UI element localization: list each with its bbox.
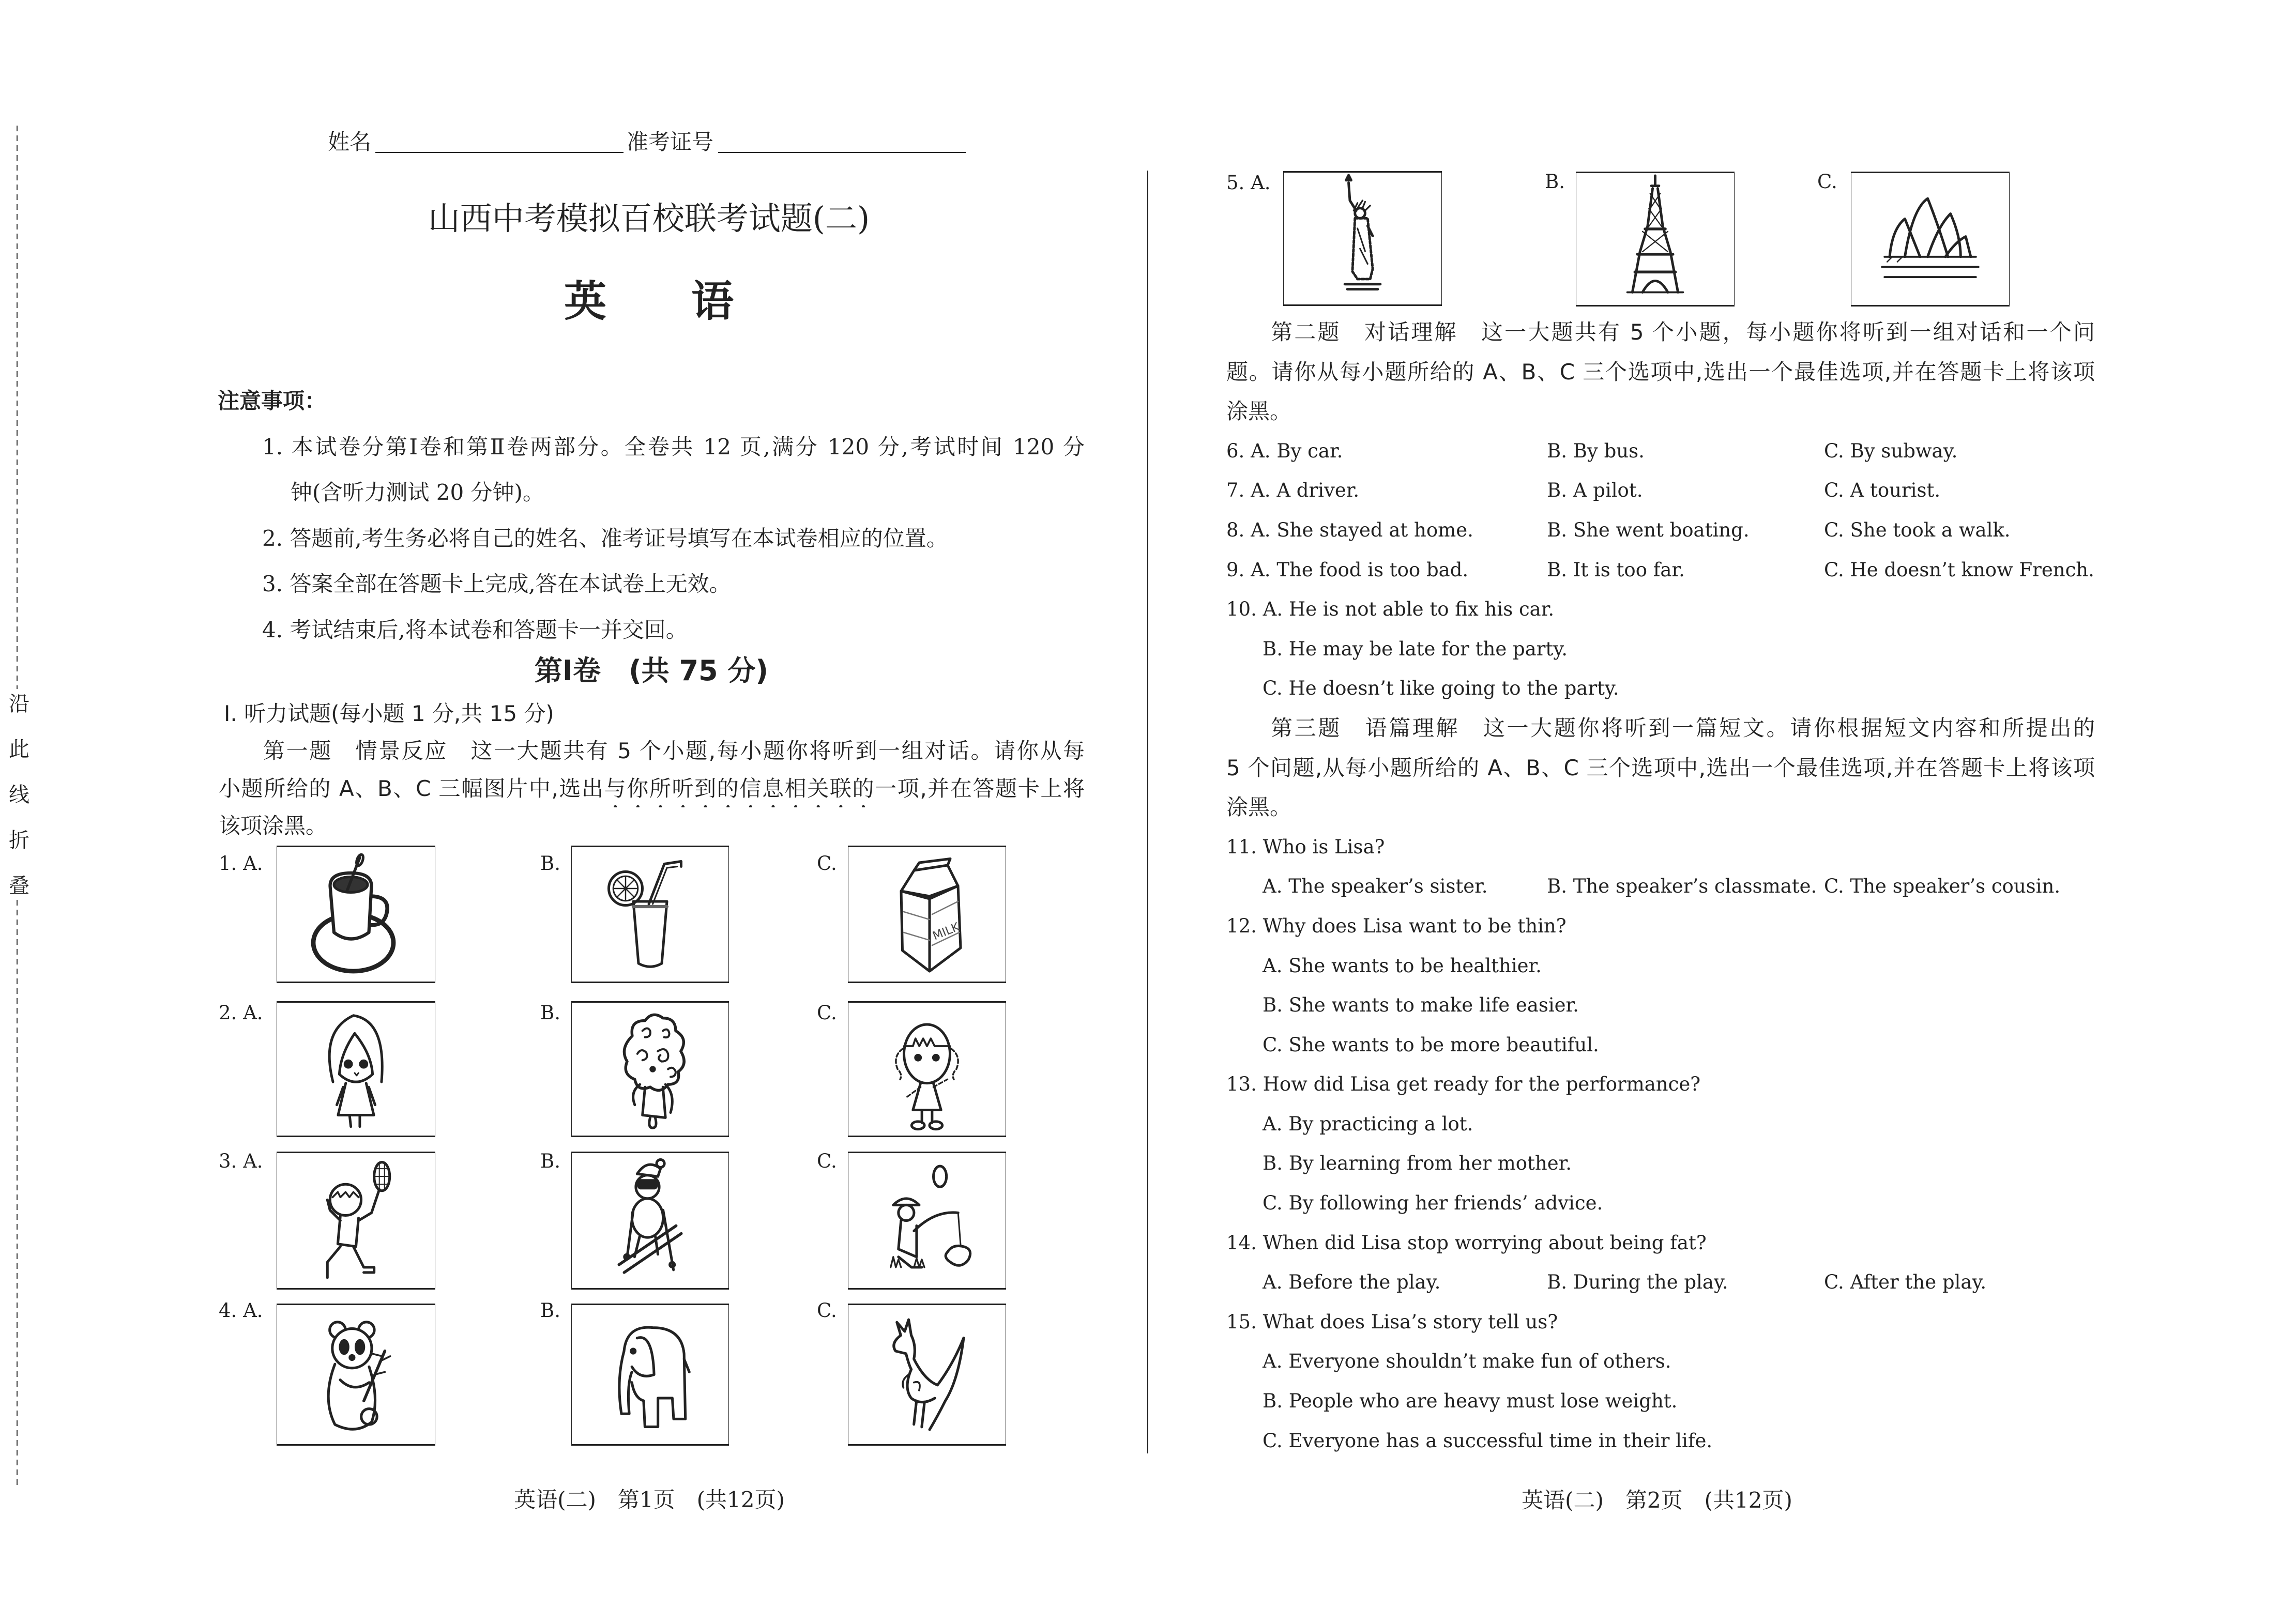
- question-text: Who is Lisa?: [1263, 835, 1385, 858]
- part1-instruction-line-3: 该项涂黑。: [219, 813, 328, 838]
- question-number: 7.: [1226, 479, 1245, 502]
- exam-title: 山西中考模拟百校联考试题(二): [428, 200, 870, 237]
- exam-id-label: 准考证号: [627, 129, 714, 155]
- picture-option-1c: [848, 846, 1006, 983]
- part1-line-2-after: 一项,并在答题卡上将: [875, 775, 1085, 801]
- picture-option-3a: [277, 1152, 435, 1290]
- option-b: [1547, 867, 1824, 907]
- option-text: A pilot.: [1573, 479, 1643, 502]
- question-1-a-label: [219, 853, 263, 874]
- picture-option-3c: [848, 1152, 1006, 1290]
- option-label: B.: [1263, 637, 1283, 660]
- part3-instruction-line-3: 涂黑。: [1226, 794, 1292, 820]
- question-number: 13.: [1226, 1073, 1257, 1096]
- listening-instructions: [219, 695, 1085, 845]
- girl-long-hair-image: [277, 1003, 435, 1136]
- option-c: [1824, 1263, 1986, 1303]
- option-label: B.: [1547, 518, 1567, 541]
- option-text: Everyone has a successful time in their life.: [1288, 1429, 1713, 1452]
- option-text: The food is too bad.: [1276, 558, 1469, 581]
- option-label: B.: [1547, 479, 1567, 502]
- option-label: B.: [1547, 558, 1567, 581]
- note-item-3: 3. 答案全部在答题卡上完成,答在本试卷上无效。: [262, 571, 731, 596]
- option-label: C.: [1824, 439, 1844, 462]
- question-2-a-label: [219, 1003, 263, 1023]
- kangaroo-image: [848, 1305, 1006, 1444]
- note-item-1-line-2: 钟(含听力测试 20 分钟)。: [291, 480, 544, 505]
- option-c: [1824, 511, 2011, 550]
- question-number: 5.: [1226, 172, 1245, 194]
- picture-option-2c: [848, 1001, 1006, 1137]
- option-c: [1824, 550, 2094, 590]
- part2-instruction-line-2: 题。请你从每小题所给的 A、B、C 三个选项中,选出一个最佳选项,并在答题卡上将该项: [1226, 359, 2095, 385]
- option-text: By practicing a lot.: [1288, 1112, 1473, 1135]
- question-15-option-a: [1226, 1342, 2095, 1382]
- question-10-option-b: [1226, 630, 2095, 669]
- question-14: [1226, 1223, 2095, 1263]
- option-label: A.: [1263, 1112, 1283, 1135]
- exam-id-blank-line: [718, 152, 966, 153]
- question-number: 3.: [219, 1150, 237, 1172]
- fold-instruction: [8, 681, 31, 909]
- question-text: When did Lisa stop worrying about being fat?: [1263, 1231, 1707, 1254]
- question-4-c-label: C.: [817, 1299, 837, 1322]
- option-text: Everyone shouldn’t make fun of others.: [1288, 1350, 1671, 1373]
- part1-instruction-line-2: [219, 770, 1085, 807]
- question-number: 9.: [1226, 558, 1245, 581]
- fold-char: 此: [9, 738, 29, 761]
- part1-instruction-line-1: 第一题 情景反应 这一大题共有 5 个小题,每小题你将听到一组对话。请你从每: [263, 738, 1085, 764]
- option-a: [1226, 550, 1547, 590]
- option-b: [1547, 432, 1824, 471]
- name-label: 姓名: [328, 129, 372, 155]
- question-number: 4.: [219, 1299, 237, 1322]
- option-label: B.: [1547, 875, 1567, 898]
- question-5-b-label: B.: [1545, 171, 1565, 193]
- question-3-c-label: C.: [817, 1150, 837, 1172]
- option-label: A.: [243, 1002, 263, 1024]
- question-13-option-a: [1226, 1105, 2095, 1144]
- question-5-c-label: C.: [1817, 171, 1837, 193]
- option-label: C.: [1263, 677, 1283, 700]
- milk-carton-text: MILK: [931, 920, 962, 943]
- option-label: A.: [1251, 479, 1271, 502]
- page-footer-1: 英语(二) 第1页 (共12页): [514, 1487, 785, 1512]
- sydney-opera-house-image: [1851, 173, 2009, 305]
- note-item-2: 2. 答题前,考生务必将自己的姓名、准考证号填写在本试卷相应的位置。: [262, 525, 948, 551]
- question-12-option-b: [1226, 986, 2095, 1025]
- option-label: A.: [243, 1150, 263, 1172]
- question-number: 8.: [1226, 518, 1245, 541]
- question-4-a-label: [219, 1300, 263, 1321]
- picture-option-1b: [571, 846, 729, 983]
- question-13: [1226, 1065, 2095, 1105]
- question-number: 12.: [1226, 914, 1257, 937]
- question-15: [1226, 1303, 2095, 1342]
- option-label: A.: [1251, 439, 1271, 462]
- question-2-b-label: B.: [540, 1002, 560, 1024]
- option-label: C.: [1824, 875, 1844, 898]
- panda-image: [277, 1305, 435, 1444]
- option-c: [1824, 471, 1940, 511]
- option-text: He doesn’t like going to the party.: [1288, 677, 1619, 700]
- option-a: [1226, 1263, 1547, 1303]
- badminton-boy-image: [277, 1153, 435, 1288]
- notes-heading: 注意事项：: [218, 388, 327, 413]
- part3-instruction-line-1: 第三题 语篇理解 这一大题你将听到一篇短文。请你根据短文内容和所提出的: [1271, 715, 2095, 741]
- option-label: B.: [1547, 439, 1567, 462]
- fishing-image: [848, 1153, 1006, 1288]
- girl-curly-hair-image: [572, 1003, 728, 1136]
- question-12-option-a: [1226, 946, 2095, 986]
- option-label: A.: [243, 852, 263, 875]
- picture-option-4a: [277, 1304, 435, 1446]
- option-text: By learning from her mother.: [1288, 1152, 1572, 1175]
- question-6: [1226, 432, 2095, 471]
- option-b: [1547, 1263, 1824, 1303]
- question-text: Why does Lisa want to be thin?: [1263, 914, 1567, 937]
- option-text: After the play.: [1850, 1271, 1987, 1294]
- question-number: 15.: [1226, 1310, 1257, 1333]
- picture-option-4c: [848, 1304, 1006, 1446]
- listening-questions: [1226, 313, 2095, 1461]
- coffee-cup-image: [277, 847, 435, 982]
- question-text: How did Lisa get ready for the performance?: [1263, 1073, 1701, 1096]
- option-text: By following her friends’ advice.: [1288, 1192, 1603, 1215]
- question-number: 2.: [219, 1002, 237, 1024]
- option-b: [1547, 471, 1824, 511]
- option-text: He doesn’t know French.: [1850, 558, 2094, 581]
- question-4-b-label: B.: [540, 1299, 560, 1322]
- question-13-option-c: [1226, 1184, 2095, 1223]
- option-text: Before the play.: [1288, 1271, 1441, 1294]
- question-10-option-a: [1226, 590, 2095, 630]
- option-label: A.: [1263, 1271, 1283, 1294]
- option-text: She wants to be more beautiful.: [1288, 1033, 1599, 1056]
- fold-char: 线: [9, 783, 29, 807]
- subject-title: 英 语: [564, 277, 734, 326]
- question-11: [1226, 828, 2095, 867]
- question-number: 6.: [1226, 439, 1245, 462]
- option-label: A.: [1263, 875, 1283, 898]
- eiffel-tower-image: [1576, 173, 1734, 305]
- question-12-option-c: [1226, 1025, 2095, 1065]
- option-text: She wants to make life easier.: [1288, 994, 1579, 1017]
- option-label: A.: [243, 1299, 263, 1322]
- option-text: It is too far.: [1573, 558, 1685, 581]
- option-text: By car.: [1276, 439, 1343, 462]
- option-label: B.: [1547, 1271, 1567, 1294]
- note-item-1-line-1: 1. 本试卷分第Ⅰ卷和第Ⅱ卷两部分。全卷共 12 页,满分 120 分,考试时间 120 分: [262, 434, 1085, 459]
- option-label: A.: [1251, 518, 1271, 541]
- option-label: A.: [1263, 598, 1283, 621]
- question-11-options: [1226, 867, 2095, 907]
- fold-dashed-line-bottom: [17, 900, 18, 1486]
- option-a: [1226, 867, 1547, 907]
- name-blank-line: [375, 152, 624, 153]
- option-c: [1824, 867, 2060, 907]
- fold-char: 折: [9, 829, 29, 852]
- question-14-options: [1226, 1263, 2095, 1303]
- question-number: 10.: [1226, 598, 1257, 621]
- option-label: B.: [1263, 1390, 1283, 1413]
- page-divider: [1147, 171, 1148, 1453]
- option-label: A.: [1263, 1350, 1283, 1373]
- skier-image: [572, 1153, 728, 1288]
- option-b: [1547, 550, 1824, 590]
- girl-pigtails-image: [848, 1003, 1006, 1136]
- question-1-c-label: C.: [817, 852, 837, 875]
- picture-option-1a: [277, 846, 435, 983]
- part2-instruction-line-3: 涂黑。: [1226, 399, 1292, 424]
- picture-option-2a: [277, 1001, 435, 1137]
- picture-option-5a: [1283, 171, 1442, 306]
- fold-char: 叠: [9, 874, 29, 898]
- emphasized-phrase: 与你所听到的信息相关联的: [604, 775, 875, 801]
- option-text: He may be late for the party.: [1288, 637, 1568, 660]
- question-number: 11.: [1226, 835, 1257, 858]
- option-label: C.: [1263, 1033, 1283, 1056]
- question-10-option-c: [1226, 669, 2095, 709]
- option-text: He is not able to fix his car.: [1288, 598, 1555, 621]
- part2-instruction-line-1: 第二题 对话理解 这一大题共有 5 个小题，每小题你将听到一组对话和一个问: [1271, 319, 2095, 345]
- question-number: 14.: [1226, 1231, 1257, 1254]
- page-footer-2: 英语(二) 第2页 (共12页): [1522, 1488, 1792, 1513]
- question-12: [1226, 907, 2095, 946]
- question-5-a-label: [1226, 173, 1271, 193]
- question-3-a-label: [219, 1151, 263, 1172]
- note-item-4: 4. 考试结束后,将本试卷和答题卡一并交回。: [262, 617, 688, 642]
- option-label: C.: [1263, 1429, 1283, 1452]
- option-text: The speaker’s cousin.: [1850, 875, 2061, 898]
- question-1-b-label: B.: [540, 852, 560, 875]
- picture-option-2b: [571, 1001, 729, 1137]
- option-text: A driver.: [1276, 479, 1360, 502]
- fold-char: 沿: [9, 692, 29, 716]
- notes-section: [218, 378, 1085, 653]
- option-label: C.: [1263, 1192, 1283, 1215]
- option-c: [1824, 432, 1957, 471]
- question-13-option-b: [1226, 1144, 2095, 1184]
- option-label: A.: [1251, 558, 1271, 581]
- volume-heading: 第Ⅰ卷 (共 75 分): [534, 654, 769, 687]
- juice-glass-image: [572, 847, 728, 982]
- section-heading: Ⅰ. 听力试题(每小题 1 分,共 15 分): [224, 701, 554, 726]
- option-text: She went boating.: [1573, 518, 1750, 541]
- option-label: C.: [1824, 479, 1844, 502]
- option-text: She took a walk.: [1850, 518, 2011, 541]
- option-text: She wants to be healthier.: [1288, 954, 1542, 977]
- question-2-c-label: C.: [817, 1002, 837, 1024]
- question-8: [1226, 511, 2095, 550]
- picture-option-3b: [571, 1152, 729, 1290]
- option-a: [1226, 471, 1547, 511]
- elephant-image: [572, 1305, 728, 1444]
- option-label: B.: [1263, 994, 1283, 1017]
- picture-option-4b: [571, 1304, 729, 1446]
- question-7: [1226, 471, 2095, 511]
- option-text: People who are heavy must lose weight.: [1288, 1390, 1678, 1413]
- question-number: 1.: [219, 852, 237, 875]
- option-text: By bus.: [1573, 439, 1645, 462]
- option-label: C.: [1824, 558, 1844, 581]
- question-15-option-c: [1226, 1421, 2095, 1461]
- question-15-option-b: [1226, 1382, 2095, 1421]
- option-text: The speaker’s classmate.: [1573, 875, 1817, 898]
- option-label: A.: [1263, 954, 1283, 977]
- option-text: A tourist.: [1850, 479, 1941, 502]
- question-text: What does Lisa’s story tell us?: [1263, 1310, 1558, 1333]
- option-label: C.: [1824, 518, 1844, 541]
- option-a: [1226, 511, 1547, 550]
- option-a: [1226, 432, 1547, 471]
- part1-line-2-before: 小题所给的 A、B、C 三幅图片中,选出: [219, 775, 604, 801]
- question-9: [1226, 550, 2095, 590]
- option-b: [1547, 511, 1824, 550]
- picture-option-5c: [1851, 172, 2010, 307]
- option-text: By subway.: [1850, 439, 1958, 462]
- option-text: During the play.: [1573, 1271, 1728, 1294]
- picture-option-5b: [1576, 172, 1735, 307]
- milk-carton-image: [848, 847, 1006, 982]
- option-text: She stayed at home.: [1276, 518, 1473, 541]
- option-label: C.: [1824, 1271, 1844, 1294]
- option-label: A.: [1251, 172, 1271, 194]
- statue-of-liberty-image: [1284, 173, 1441, 304]
- question-3-b-label: B.: [540, 1150, 560, 1172]
- part3-instruction-line-2: 5 个问题,从每小题所给的 A、B、C 三个选项中,选出一个最佳选项,并在答题卡上将该项: [1226, 755, 2095, 780]
- option-label: B.: [1263, 1152, 1283, 1175]
- option-text: The speaker’s sister.: [1288, 875, 1488, 898]
- fold-dashed-line-top: [17, 126, 18, 689]
